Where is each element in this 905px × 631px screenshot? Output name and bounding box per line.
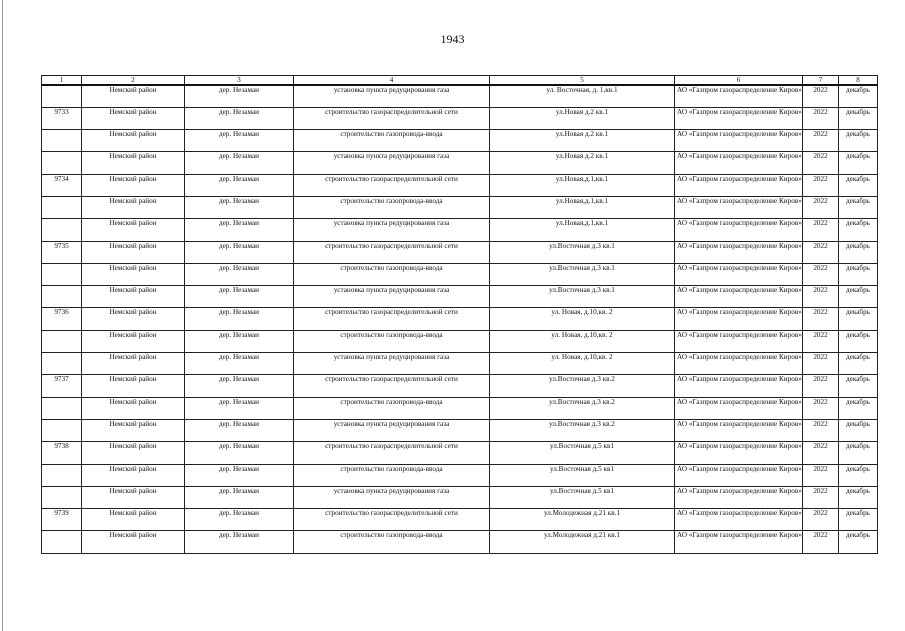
year-cell: 2022: [803, 308, 839, 330]
address-cell: ул.Восточная д.3 кв.2: [490, 397, 675, 419]
row-number-cell: [42, 397, 82, 419]
year-cell: 2022: [803, 130, 839, 152]
row-number-cell: [42, 419, 82, 441]
district-cell: Немский район: [82, 308, 185, 330]
row-number-cell: 9738: [42, 442, 82, 464]
row-number-cell: [42, 286, 82, 308]
village-cell: дер. Незамаи: [185, 219, 294, 241]
table-row: [42, 152, 878, 174]
column-header: 6: [675, 76, 803, 86]
month-cell: декабрь: [839, 263, 878, 285]
month-cell: декабрь: [839, 308, 878, 330]
column-header: 1: [42, 76, 82, 86]
year-cell: 2022: [803, 263, 839, 285]
address-cell: ул. Новая, д.10,кв. 2: [490, 308, 675, 330]
address-cell: ул.Новая д.2 кв.1: [490, 152, 675, 174]
table-row: [42, 330, 878, 352]
village-cell: дер. Незамаи: [185, 130, 294, 152]
year-cell: 2022: [803, 241, 839, 263]
table-row: [42, 263, 878, 285]
row-number-cell: [42, 330, 82, 352]
column-header: 4: [294, 76, 490, 86]
row-number-cell: [42, 263, 82, 285]
work-type-cell: установка пункта редуцирования газа: [294, 152, 490, 174]
organization-cell: АО «Газпром газораспределение Киров»: [675, 107, 803, 129]
village-cell: дер. Незамаи: [185, 286, 294, 308]
month-cell: декабрь: [839, 353, 878, 375]
village-cell: дер. Незамаи: [185, 330, 294, 352]
village-cell: дер. Незамаи: [185, 509, 294, 531]
address-cell: ул.Восточная д.3 кв.2: [490, 375, 675, 397]
address-cell: ул.Молодежная д.21 кв.1: [490, 531, 675, 553]
work-type-cell: строительство газопровода-ввода: [294, 196, 490, 218]
village-cell: дер. Незамаи: [185, 353, 294, 375]
work-type-cell: установка пункта редуцирования газа: [294, 419, 490, 441]
address-cell: ул.Молодежная д.21 кв.1: [490, 509, 675, 531]
table-row: [42, 442, 878, 464]
column-header: 2: [82, 76, 185, 86]
village-cell: дер. Незамаи: [185, 263, 294, 285]
table-row: [42, 219, 878, 241]
organization-cell: АО «Газпром газораспределение Киров»: [675, 130, 803, 152]
village-cell: дер. Незамаи: [185, 375, 294, 397]
year-cell: 2022: [803, 330, 839, 352]
month-cell: декабрь: [839, 219, 878, 241]
register-table: [41, 75, 878, 554]
village-cell: дер. Незамаи: [185, 531, 294, 553]
work-type-cell: строительство газораспределительной сети: [294, 107, 490, 129]
year-cell: 2022: [803, 85, 839, 107]
district-cell: Немский район: [82, 286, 185, 308]
table-row: [42, 531, 878, 553]
work-type-cell: строительство газораспределительной сети: [294, 375, 490, 397]
month-cell: декабрь: [839, 196, 878, 218]
address-cell: ул.Восточная д.5 кв1: [490, 464, 675, 486]
page-edge-rule: [2, 0, 3, 631]
district-cell: Немский район: [82, 241, 185, 263]
table-row: [42, 353, 878, 375]
work-type-cell: строительство газораспределительной сети: [294, 174, 490, 196]
address-cell: ул. Новая, д.10,кв. 2: [490, 330, 675, 352]
organization-cell: АО «Газпром газораспределение Киров»: [675, 286, 803, 308]
row-number-cell: [42, 353, 82, 375]
district-cell: Немский район: [82, 442, 185, 464]
year-cell: 2022: [803, 486, 839, 508]
organization-cell: АО «Газпром газораспределение Киров»: [675, 330, 803, 352]
table-row: [42, 85, 878, 107]
work-type-cell: установка пункта редуцирования газа: [294, 353, 490, 375]
year-cell: 2022: [803, 375, 839, 397]
address-cell: ул.Новая,д.1,кв.1: [490, 174, 675, 196]
year-cell: 2022: [803, 509, 839, 531]
address-cell: ул.Восточная д.3 кв.1: [490, 286, 675, 308]
month-cell: декабрь: [839, 442, 878, 464]
column-header: 8: [839, 76, 878, 86]
row-number-cell: 9735: [42, 241, 82, 263]
row-number-cell: [42, 531, 82, 553]
organization-cell: АО «Газпром газораспределение Киров»: [675, 419, 803, 441]
district-cell: Немский район: [82, 196, 185, 218]
table-row: [42, 130, 878, 152]
year-cell: 2022: [803, 464, 839, 486]
organization-cell: АО «Газпром газораспределение Киров»: [675, 308, 803, 330]
table-row: [42, 174, 878, 196]
address-cell: ул.Восточная д.3 кв.1: [490, 241, 675, 263]
row-number-cell: [42, 85, 82, 107]
district-cell: Немский район: [82, 531, 185, 553]
row-number-cell: [42, 219, 82, 241]
table-header: [42, 76, 878, 86]
organization-cell: АО «Газпром газораспределение Киров»: [675, 219, 803, 241]
work-type-cell: строительство газопровода-ввода: [294, 330, 490, 352]
village-cell: дер. Незамаи: [185, 241, 294, 263]
district-cell: Немский район: [82, 375, 185, 397]
year-cell: 2022: [803, 107, 839, 129]
district-cell: Немский район: [82, 353, 185, 375]
table-row: [42, 196, 878, 218]
village-cell: дер. Незамаи: [185, 174, 294, 196]
organization-cell: АО «Газпром газораспределение Киров»: [675, 241, 803, 263]
month-cell: декабрь: [839, 330, 878, 352]
row-number-cell: 9737: [42, 375, 82, 397]
district-cell: Немский район: [82, 107, 185, 129]
address-cell: ул.Новая д.2 кв.1: [490, 130, 675, 152]
address-cell: ул.Новая д.2 кв.1: [490, 107, 675, 129]
year-cell: 2022: [803, 419, 839, 441]
village-cell: дер. Незамаи: [185, 196, 294, 218]
work-type-cell: строительство газопровода-ввода: [294, 464, 490, 486]
year-cell: 2022: [803, 174, 839, 196]
row-number-cell: [42, 196, 82, 218]
organization-cell: АО «Газпром газораспределение Киров»: [675, 375, 803, 397]
organization-cell: АО «Газпром газораспределение Киров»: [675, 174, 803, 196]
year-cell: 2022: [803, 397, 839, 419]
year-cell: 2022: [803, 196, 839, 218]
month-cell: декабрь: [839, 397, 878, 419]
row-number-cell: [42, 130, 82, 152]
month-cell: декабрь: [839, 107, 878, 129]
district-cell: Немский район: [82, 152, 185, 174]
row-number-cell: 9739: [42, 509, 82, 531]
year-cell: 2022: [803, 531, 839, 553]
column-header: 7: [803, 76, 839, 86]
organization-cell: АО «Газпром газораспределение Киров»: [675, 353, 803, 375]
work-type-cell: строительство газораспределительной сети: [294, 442, 490, 464]
address-cell: ул.Восточная д.5 кв1: [490, 442, 675, 464]
work-type-cell: строительство газораспределительной сети: [294, 308, 490, 330]
district-cell: Немский район: [82, 130, 185, 152]
table-row: [42, 286, 878, 308]
work-type-cell: строительство газопровода-ввода: [294, 263, 490, 285]
organization-cell: АО «Газпром газораспределение Киров»: [675, 263, 803, 285]
month-cell: декабрь: [839, 531, 878, 553]
row-number-cell: 9736: [42, 308, 82, 330]
table-row: [42, 419, 878, 441]
district-cell: Немский район: [82, 464, 185, 486]
organization-cell: АО «Газпром газораспределение Киров»: [675, 531, 803, 553]
page-number: 1943: [440, 32, 465, 46]
work-type-cell: строительство газопровода-ввода: [294, 397, 490, 419]
village-cell: дер. Незамаи: [185, 397, 294, 419]
work-type-cell: установка пункта редуцирования газа: [294, 286, 490, 308]
year-cell: 2022: [803, 219, 839, 241]
month-cell: декабрь: [839, 486, 878, 508]
district-cell: Немский район: [82, 263, 185, 285]
district-cell: Немский район: [82, 509, 185, 531]
table-row: [42, 308, 878, 330]
district-cell: Немский район: [82, 330, 185, 352]
address-cell: ул.Восточная д.3 кв.1: [490, 263, 675, 285]
table-row: [42, 107, 878, 129]
month-cell: декабрь: [839, 419, 878, 441]
year-cell: 2022: [803, 286, 839, 308]
organization-cell: АО «Газпром газораспределение Киров»: [675, 152, 803, 174]
year-cell: 2022: [803, 353, 839, 375]
row-number-cell: [42, 464, 82, 486]
work-type-cell: установка пункта редуцирования газа: [294, 486, 490, 508]
row-number-cell: [42, 152, 82, 174]
table-row: [42, 397, 878, 419]
organization-cell: АО «Газпром газораспределение Киров»: [675, 442, 803, 464]
village-cell: дер. Незамаи: [185, 107, 294, 129]
address-cell: ул. Новая, д.10,кв. 2: [490, 353, 675, 375]
village-cell: дер. Незамаи: [185, 419, 294, 441]
month-cell: декабрь: [839, 130, 878, 152]
month-cell: декабрь: [839, 464, 878, 486]
district-cell: Немский район: [82, 486, 185, 508]
district-cell: Немский район: [82, 397, 185, 419]
district-cell: Немский район: [82, 174, 185, 196]
table-row: [42, 241, 878, 263]
district-cell: Немский район: [82, 85, 185, 107]
address-cell: ул.Новая,д.1,кв.1: [490, 219, 675, 241]
work-type-cell: строительство газораспределительной сети: [294, 241, 490, 263]
header-row: [42, 76, 878, 86]
address-cell: ул.Восточная д.3 кв.2: [490, 419, 675, 441]
row-number-cell: 9733: [42, 107, 82, 129]
month-cell: декабрь: [839, 286, 878, 308]
village-cell: дер. Незамаи: [185, 85, 294, 107]
village-cell: дер. Незамаи: [185, 442, 294, 464]
column-header: 5: [490, 76, 675, 86]
work-type-cell: строительство газопровода-ввода: [294, 531, 490, 553]
work-type-cell: установка пункта редуцирования газа: [294, 219, 490, 241]
organization-cell: АО «Газпром газораспределение Киров»: [675, 486, 803, 508]
village-cell: дер. Незамаи: [185, 308, 294, 330]
month-cell: декабрь: [839, 152, 878, 174]
year-cell: 2022: [803, 152, 839, 174]
organization-cell: АО «Газпром газораспределение Киров»: [675, 397, 803, 419]
address-cell: ул.Восточная д.5 кв1: [490, 486, 675, 508]
year-cell: 2022: [803, 442, 839, 464]
address-cell: ул.Новая,д.1,кв.1: [490, 196, 675, 218]
work-type-cell: строительство газопровода-ввода: [294, 130, 490, 152]
table-body: [42, 85, 878, 553]
table-row: [42, 375, 878, 397]
month-cell: декабрь: [839, 85, 878, 107]
district-cell: Немский район: [82, 219, 185, 241]
column-header: 3: [185, 76, 294, 86]
work-type-cell: установка пункта редуцирования газа: [294, 85, 490, 107]
village-cell: дер. Незамаи: [185, 152, 294, 174]
month-cell: декабрь: [839, 375, 878, 397]
row-number-cell: [42, 486, 82, 508]
address-cell: ул. Восточная, д. 1,кв.1: [490, 85, 675, 107]
organization-cell: АО «Газпром газораспределение Киров»: [675, 85, 803, 107]
district-cell: Немский район: [82, 419, 185, 441]
month-cell: декабрь: [839, 509, 878, 531]
organization-cell: АО «Газпром газораспределение Киров»: [675, 464, 803, 486]
row-number-cell: 9734: [42, 174, 82, 196]
table-row: [42, 464, 878, 486]
table-row: [42, 486, 878, 508]
month-cell: декабрь: [839, 174, 878, 196]
organization-cell: АО «Газпром газораспределение Киров»: [675, 196, 803, 218]
month-cell: декабрь: [839, 241, 878, 263]
work-type-cell: строительство газораспределительной сети: [294, 509, 490, 531]
village-cell: дер. Незамаи: [185, 486, 294, 508]
organization-cell: АО «Газпром газораспределение Киров»: [675, 509, 803, 531]
village-cell: дер. Незамаи: [185, 464, 294, 486]
table-row: [42, 509, 878, 531]
